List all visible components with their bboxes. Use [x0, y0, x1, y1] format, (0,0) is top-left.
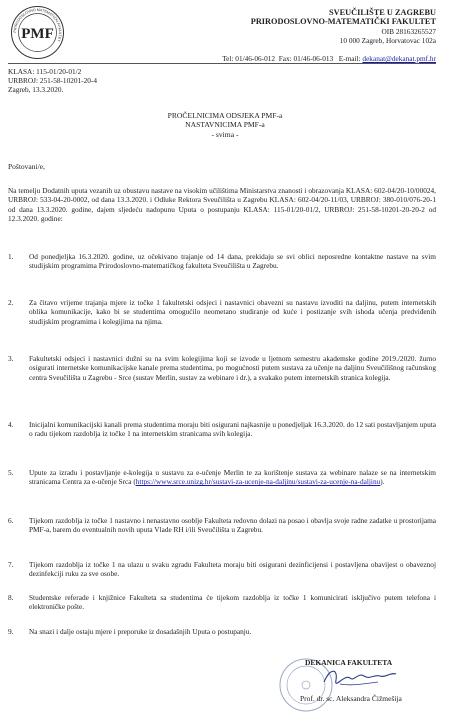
item-number: 7.: [8, 560, 14, 569]
list-item: [8, 420, 436, 439]
list-item: [8, 593, 436, 612]
oib: OIB 28163265527: [381, 26, 436, 36]
handwritten-signature: [320, 664, 400, 692]
email-label: E-mail:: [338, 54, 361, 63]
item-text: Studentske referade i knjižnice Fakulteta sa studentima će tijekom razdoblja iz točke 1 komunicirati isključivo putem telefona i elektroničke pošte.: [29, 593, 436, 612]
recipient-line: PROČELNICIMA ODSJEKA PMF-a: [167, 111, 283, 120]
svg-text:PMF: PMF: [21, 26, 54, 42]
place-date: Zagreb, 13.3.2020.: [8, 85, 64, 95]
recipient-line: NASTAVNICIMA PMF-a: [185, 120, 265, 130]
contact-line: [160, 54, 436, 63]
institution-header: [186, 8, 436, 46]
item-text: Od ponedjeljka 16.3.2020. godine, uz očekivano trajanje od 14 dana, prekidaju se svi oblici neposredne kontaktne nastave na svim studijskim programima Prirodoslovno-matematičkog fakulteta Sveučilišta u Zagrebu.: [29, 252, 436, 271]
list-item: [8, 516, 436, 535]
phone: Tel: 01/46-06-012: [222, 54, 276, 63]
greeting: Poštovani/e,: [8, 162, 45, 171]
signature-title: DEKANICA FAKULTETA: [305, 658, 393, 667]
item-text: Fakultetski odsjeci i nastavnici dužni su na svim kolegijima koji se izvode u ljetnom semestru akademske godine 2019./2020. žurno osigurati internetske komunikacijske kanale prema studentima, po mogućnosti putem sustava za učenje na daljinu Sveučilišnog računskog centra Sveučilišta u Zagrebu - Srce (sustav Merlin, sustav za webinare i dr.), a svakako putem internetskih stranica kolegija.: [29, 354, 436, 382]
list-item: [8, 468, 436, 487]
item-number: 4.: [8, 420, 14, 429]
item-text: Tijekom razdoblja iz točke 1 na ulazu u svaku zgradu Fakulteta moraju biti osigurani dezinficijensi i postavljena obavijest o obaveznoj dezinfekciji ruku za sve osobe.: [29, 560, 436, 579]
klasa: KLASA: 115-01/20-01/2: [8, 67, 82, 76]
item-text: [29, 468, 436, 487]
faculty-name: PRIRODOSLOVNO-MATEMATIČKI FAKULTET: [250, 17, 436, 27]
urbroj: URBROJ: 251-58-10201-20-4: [8, 76, 97, 86]
item-text: Za čitavo vrijeme trajanja mjere iz točke 1 fakultetski odsjeci i nastavnici obavezni su nastavu izvoditi na daljinu, putem internetskih oblika komunikacije, kako bi se studentima omogućilo neometano studiranje od kuće i postizanje svih ishoda učenja predviđenih studijskim programima i kolegijima na njima.: [29, 298, 436, 326]
svg-text:PRIRODOSLOVNO MATEMATIČKI FAKU: PRIRODOSLOVNO MATEMATIČKI FAKULTET: [12, 7, 63, 43]
item-text-part: ).: [380, 477, 385, 487]
list-item: [8, 252, 436, 271]
item-number: 2.: [8, 298, 14, 307]
item-number: 9.: [8, 627, 14, 636]
list-item: [8, 298, 436, 326]
pmf-logo: [10, 5, 65, 60]
recipients: [0, 111, 450, 139]
email-link[interactable]: dekanat@dekanat.pmf.hr: [362, 54, 436, 63]
fax: Fax: 01/46-06-013: [278, 54, 334, 63]
item-text: Tijekom razdoblja iz točke 1 nastavno i nenastavno osoblje Fakulteta redovno dolazi na posao i obavlja svoje radne zadatke u prostorijama PMF-a, barem do eventualnih novih uputa Vlade RH i/ili Sveučilišta u Zagrebu.: [29, 516, 436, 535]
srce-link[interactable]: https://www.srce.unizg.hr/sustavi-za-ucenje-na-daljinu/sustavi-za-ucenje-na-daljinu: [135, 477, 381, 487]
list-item: [8, 354, 436, 382]
signatory-name: Prof. dr. sc. Aleksandra Čižmešija: [300, 694, 402, 703]
list-item: [8, 560, 436, 579]
recipient-line: - svima -: [211, 129, 239, 139]
university-name: SVEUČILIŠTE U ZAGREBU: [329, 8, 436, 17]
item-number: 1.: [8, 252, 14, 261]
address: 10 000 Zagreb, Horvatovac 102a: [339, 36, 436, 46]
item-number: 6.: [8, 516, 14, 525]
document-meta: [8, 67, 97, 95]
item-text: Inicijalni komunikacijski kanali prema studentima moraju biti osigurani najkasnije u ponedjeljak 16.3.2020. do 12 sati postavljanjem uputa o radu tijekom razdoblja iz točke 1 na internetskim stranicama svih kolegija.: [29, 420, 436, 439]
list-item: [8, 627, 436, 636]
item-number: 5.: [8, 468, 14, 477]
item-text: Na snazi i dalje ostaju mjere i preporuke iz dosadašnjih Uputa o postupanju.: [29, 627, 252, 636]
item-number: 3.: [8, 354, 14, 363]
header-divider: [8, 63, 436, 64]
item-number: 8.: [8, 593, 14, 602]
intro-paragraph: Na temelju Dodatnih uputa vezanih uz obustavu nastave na visokim učilištima Ministarstva znanosti i obrazovanja KLASA: 602-04/20-10/00024, URBROJ: 533-04-20-0002, od dana 13.3.2020. i Odluke Rektora Sveučilišta u Zagrebu KLASA: 602-04/20-11/03, URBROJ: 380-010/076-20-1 od dana 13.3.2020. godine, dajem sljedeću nadopunu Uputa o postupanju KLASA: 115-01/20-01/2, URBROJ: 251-58-10201-20-20-2 od 12.3.2020. godine:: [8, 186, 436, 224]
item-text-part: Upute za izradu i postavljanje e-kolegija u sustavu za e-učenje Merlin te za korištenje sustava za webinare nalaze se na internetskim stranicama Centra za e-učenje Srca (: [29, 468, 436, 487]
